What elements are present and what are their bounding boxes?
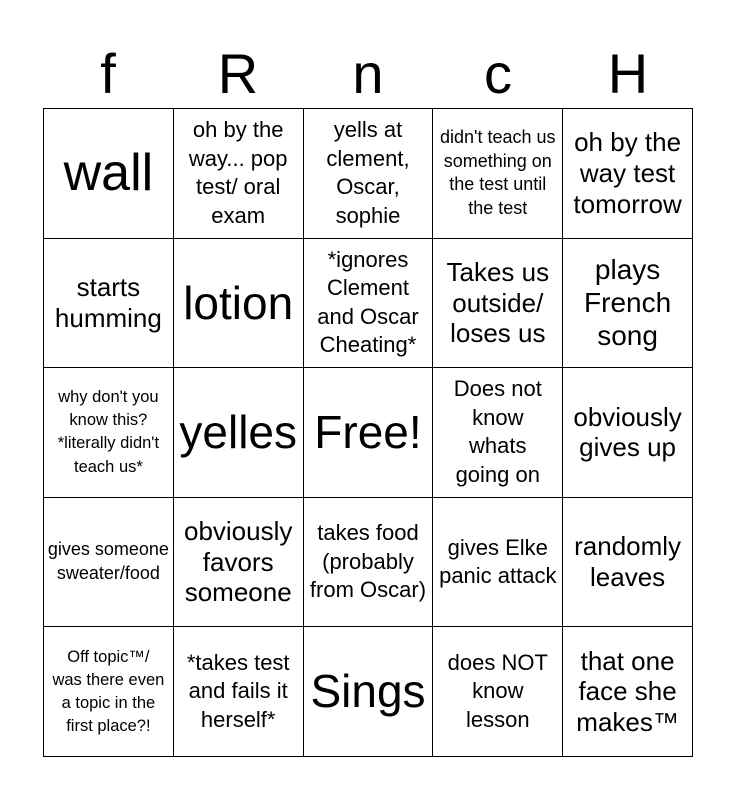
bingo-cell[interactable] (304, 109, 434, 239)
bingo-cell[interactable] (563, 498, 693, 628)
header-letter-4: c (484, 42, 512, 105)
cell-text: Takes us outside/ loses us (446, 256, 550, 349)
bingo-cell[interactable] (304, 368, 434, 498)
bingo-board (43, 108, 693, 757)
bingo-cell[interactable] (304, 627, 434, 757)
bingo-cell[interactable] (433, 498, 563, 628)
cell-text: wall (63, 143, 154, 202)
bingo-cell[interactable] (174, 498, 304, 628)
bingo-cell[interactable] (174, 627, 304, 757)
cell-text: does NOT know lesson (447, 649, 548, 732)
bingo-cell[interactable] (44, 498, 174, 628)
bingo-cell[interactable] (174, 239, 304, 369)
bingo-cell[interactable] (44, 627, 174, 757)
cell-text: Does not know whats going on (453, 376, 542, 488)
bingo-cell[interactable] (433, 239, 563, 369)
bingo-cell[interactable] (563, 368, 693, 498)
cell-text: why don't you know this? *literally didn't teach us* (57, 388, 160, 476)
header-letter-2: R (217, 42, 259, 105)
cell-text: didn't teach us something on the test until the test (440, 126, 556, 219)
bingo-cell[interactable] (304, 239, 434, 369)
cell-text: Free! (314, 406, 422, 459)
cell-text: oh by the way... pop test/ oral exam (188, 117, 288, 228)
bingo-cell[interactable] (174, 109, 304, 239)
cell-text: gives Elke panic attack (439, 534, 557, 589)
cell-text: obviously gives up (573, 401, 682, 463)
cell-text: yells at clement, Oscar, sophie (326, 117, 410, 228)
cell-text: lotion (183, 276, 294, 329)
bingo-cell[interactable] (563, 627, 693, 757)
cell-text: obviously favors someone (183, 516, 293, 608)
bingo-cell[interactable] (44, 239, 174, 369)
bingo-cell[interactable] (174, 368, 304, 498)
cell-text: *ignores Clement and Oscar Cheating* (317, 246, 419, 358)
bingo-cell[interactable] (433, 109, 563, 239)
cell-text: yelles (179, 406, 297, 459)
cell-text: oh by the way test tomorrow (573, 127, 682, 219)
cell-text: gives someone sweater/food (47, 539, 169, 584)
bingo-cell[interactable] (563, 109, 693, 239)
bingo-cell[interactable] (44, 109, 174, 239)
bingo-cell[interactable] (563, 239, 693, 369)
cell-text: Sings (310, 665, 426, 718)
bingo-cell[interactable] (304, 498, 434, 628)
bingo-cell[interactable] (433, 627, 563, 757)
cell-text: takes food (probably from Oscar) (309, 520, 427, 603)
cell-text: *takes test and fails it herself* (186, 649, 290, 732)
header-letter-5: H (607, 42, 649, 105)
header-letter-3: n (352, 42, 384, 105)
bingo-cell[interactable] (433, 368, 563, 498)
cell-text: that one face she makes™ (576, 645, 679, 738)
cell-text: Off topic™/ was there even a topic in the first place?! (52, 647, 165, 735)
bingo-header (43, 40, 693, 108)
cell-text: randomly leaves (574, 531, 682, 593)
header-letter-1: f (100, 42, 116, 105)
cell-text: starts humming (54, 272, 162, 333)
bingo-cell[interactable] (44, 368, 174, 498)
cell-text: plays French song (584, 254, 672, 352)
